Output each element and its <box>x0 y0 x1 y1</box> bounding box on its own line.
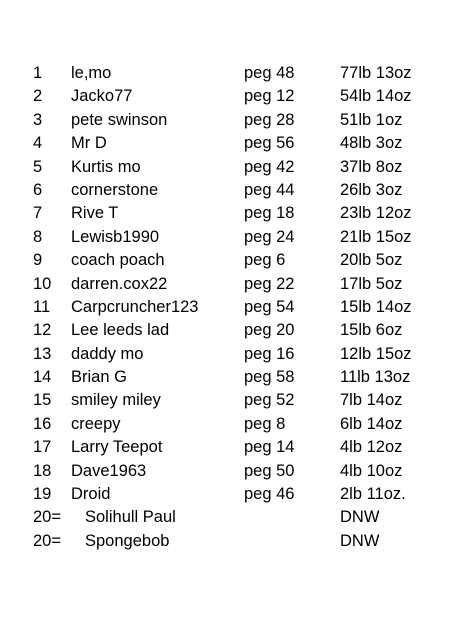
peg-number: peg 50 <box>244 461 295 480</box>
angler-name: coach poach <box>71 251 165 270</box>
peg-number: peg 54 <box>244 297 295 316</box>
catch-weight: 21lb 15oz <box>340 227 412 246</box>
position: 12 <box>33 321 52 340</box>
result-row <box>0 413 452 436</box>
result-row <box>0 319 452 342</box>
result-row <box>0 273 452 296</box>
position: 20= <box>33 508 61 527</box>
catch-weight: 11lb 13oz <box>340 368 411 387</box>
catch-weight: 7lb 14oz <box>340 391 403 410</box>
catch-weight: 15lb 6oz <box>340 321 403 340</box>
position: 7 <box>33 204 43 223</box>
angler-name: Solihull Paul <box>85 508 176 527</box>
position: 17 <box>33 438 52 457</box>
catch-weight: 48lb 3oz <box>340 134 403 153</box>
catch-weight: 77lb 13oz <box>340 64 412 82</box>
peg-number: peg 42 <box>244 157 295 176</box>
angler-name: Dave1963 <box>71 461 147 480</box>
angler-name: Carpcruncher123 <box>71 297 199 316</box>
result-row <box>0 109 452 132</box>
catch-weight: 26lb 3oz <box>340 180 403 199</box>
position: 15 <box>33 391 52 410</box>
peg-number: peg 12 <box>244 87 295 106</box>
angler-name: Larry Teepot <box>71 438 163 457</box>
result-row <box>0 132 452 155</box>
peg-number: peg 48 <box>244 64 295 82</box>
position: 9 <box>33 251 43 270</box>
peg-number: peg 56 <box>244 134 295 153</box>
peg-number: peg 8 <box>244 414 286 433</box>
catch-weight: DNW <box>340 531 380 550</box>
angler-name: darren.cox22 <box>71 274 168 293</box>
position: 6 <box>33 180 43 199</box>
position: 4 <box>33 134 43 153</box>
catch-weight: 12lb 15oz <box>340 344 412 363</box>
result-row <box>0 62 452 85</box>
result-row <box>0 366 452 389</box>
peg-number: peg 28 <box>244 110 295 129</box>
peg-number: peg 44 <box>244 180 295 199</box>
angler-name: smiley miley <box>71 391 161 410</box>
catch-weight: 20lb 5oz <box>340 251 403 270</box>
peg-number: peg 52 <box>244 391 295 410</box>
peg-number: peg 24 <box>244 227 295 246</box>
angler-name: cornerstone <box>71 180 159 199</box>
angler-name: Lewisb1990 <box>71 227 160 246</box>
position: 1 <box>33 64 43 82</box>
result-row <box>0 530 452 553</box>
result-row <box>0 156 452 179</box>
position: 3 <box>33 110 43 129</box>
catch-weight: 2lb 11oz. <box>340 485 406 504</box>
result-row <box>0 436 452 459</box>
catch-weight: 4lb 10oz <box>340 461 403 480</box>
catch-weight: 17lb 5oz <box>340 274 403 293</box>
result-row <box>0 85 452 108</box>
position: 19 <box>33 485 52 504</box>
position: 16 <box>33 414 52 433</box>
position: 20= <box>33 531 61 550</box>
result-row <box>0 460 452 483</box>
angler-name: Mr D <box>71 134 107 153</box>
peg-number: peg 22 <box>244 274 295 293</box>
angler-name: pete swinson <box>71 110 168 129</box>
position: 11 <box>33 297 51 316</box>
angler-name: Droid <box>71 485 111 504</box>
catch-weight: 37lb 8oz <box>340 157 403 176</box>
angler-name: creepy <box>71 414 121 433</box>
angler-name: Lee leeds lad <box>71 321 170 340</box>
result-row <box>0 202 452 225</box>
result-row <box>0 343 452 366</box>
result-row <box>0 296 452 319</box>
peg-number: peg 16 <box>244 344 295 363</box>
position: 14 <box>33 368 52 387</box>
peg-number: peg 6 <box>244 251 286 270</box>
result-row <box>0 179 452 202</box>
catch-weight: 6lb 14oz <box>340 414 403 433</box>
catch-weight: 23lb 12oz <box>340 204 412 223</box>
angler-name: Spongebob <box>85 531 170 550</box>
angler-name: Kurtis mo <box>71 157 141 176</box>
catch-weight: 51lb 1oz <box>340 110 403 129</box>
angler-name: Jacko77 <box>71 87 133 106</box>
peg-number: peg 20 <box>244 321 295 340</box>
result-row <box>0 249 452 272</box>
angler-name: Rive T <box>71 204 119 223</box>
angler-name: daddy mo <box>71 344 144 363</box>
catch-weight: DNW <box>340 508 380 527</box>
position: 2 <box>33 87 43 106</box>
result-row <box>0 389 452 412</box>
catch-weight: 54lb 14oz <box>340 87 412 106</box>
catch-weight: 15lb 14oz <box>340 297 412 316</box>
angler-name: le,mo <box>71 64 112 82</box>
peg-number: peg 14 <box>244 438 295 457</box>
position: 8 <box>33 227 43 246</box>
result-row <box>0 506 452 529</box>
result-row <box>0 483 452 506</box>
position: 10 <box>33 274 52 293</box>
peg-number: peg 46 <box>244 485 295 504</box>
angler-name: Brian G <box>71 368 127 387</box>
results-list <box>0 62 452 553</box>
position: 13 <box>33 344 52 363</box>
peg-number: peg 18 <box>244 204 295 223</box>
peg-number: peg 58 <box>244 368 295 387</box>
catch-weight: 4lb 12oz <box>340 438 403 457</box>
result-row <box>0 226 452 249</box>
position: 5 <box>33 157 43 176</box>
position: 18 <box>33 461 52 480</box>
